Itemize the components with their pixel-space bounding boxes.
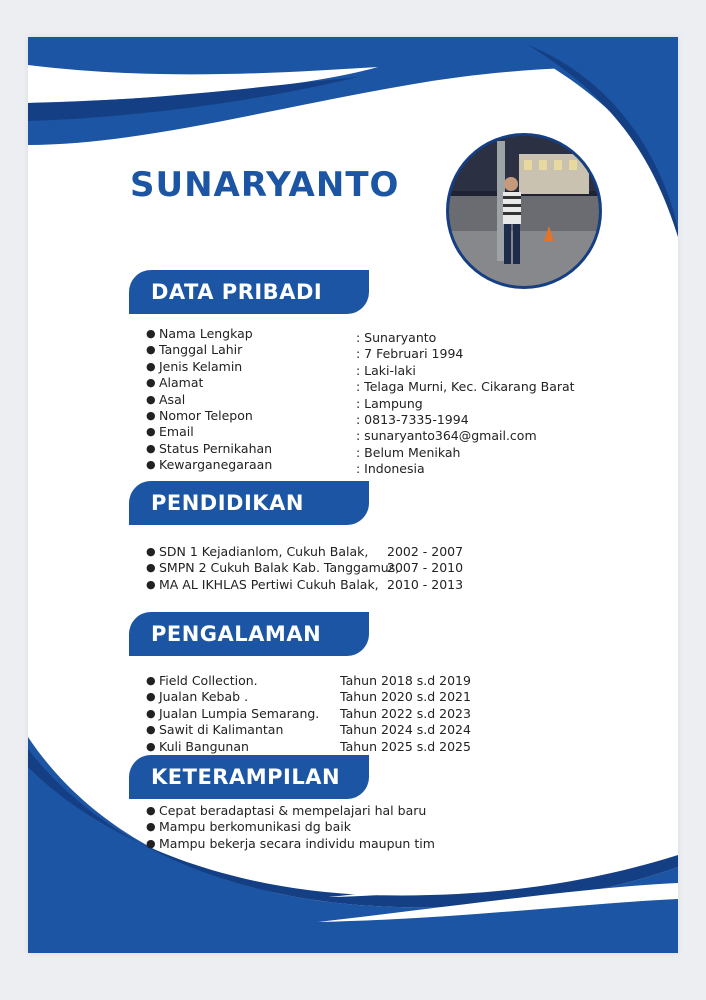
field-label: Jenis Kelamin — [159, 358, 243, 374]
bullet-icon: ● — [146, 820, 156, 834]
field-label: Email — [159, 424, 194, 440]
job-title: Jualan Lumpia Semarang. — [159, 705, 320, 721]
section-header-personal: DATA PRIBADI — [129, 270, 369, 314]
bullet-icon: ● — [146, 804, 156, 817]
list-item — [146, 577, 566, 593]
list-item — [146, 544, 566, 560]
section-header-experience: PENGALAMAN — [129, 612, 369, 656]
skill-text: Cepat beradaptasi & mempelajari hal baru — [159, 803, 427, 818]
school-name: SMPN 2 Cukuh Balak Kab. Tanggamus, — [159, 560, 400, 576]
bullet-icon: ● — [146, 836, 156, 850]
field-label: Kewarganegaraan — [159, 457, 273, 473]
skills-list — [146, 803, 566, 852]
bullet-icon: ● — [146, 690, 156, 704]
school-years: 2010 - 2013 — [387, 576, 464, 592]
personal-data-list — [146, 326, 666, 477]
field-value: : 0813-7335-1994 — [356, 411, 469, 427]
job-period: Tahun 2018 s.d 2019 — [340, 673, 471, 688]
bullet-icon: ● — [146, 392, 156, 406]
field-label: Tanggal Lahir — [159, 342, 243, 358]
school-years: 2007 - 2010 — [387, 560, 464, 576]
job-title: Sawit di Kalimantan — [159, 722, 284, 738]
bullet-icon: ● — [146, 359, 156, 373]
list-item — [146, 424, 666, 444]
list-item — [146, 706, 566, 722]
bullet-icon: ● — [146, 343, 156, 357]
bullet-icon: ● — [146, 376, 156, 390]
list-item — [146, 739, 566, 755]
job-title: Field Collection. — [159, 673, 258, 688]
field-value: : Lampung — [356, 395, 423, 411]
list-item — [146, 326, 666, 345]
experience-list — [146, 673, 566, 755]
list-item — [146, 375, 666, 395]
bullet-icon: ● — [146, 561, 156, 575]
job-period: Tahun 2024 s.d 2024 — [340, 722, 471, 738]
school-name: SDN 1 Kejadianlom, Cukuh Balak, — [159, 544, 369, 559]
job-period: Tahun 2025 s.d 2025 — [340, 738, 471, 754]
bullet-icon: ● — [146, 545, 156, 558]
skill-text: Mampu berkomunikasi dg baik — [159, 819, 351, 835]
bullet-icon: ● — [146, 327, 156, 340]
list-item — [146, 440, 666, 460]
skill-text: Mampu bekerja secara individu maupun tim — [159, 835, 435, 851]
bullet-icon: ● — [146, 723, 156, 737]
list-item — [146, 342, 666, 362]
field-value: : Indonesia — [356, 461, 425, 477]
education-list — [146, 544, 566, 593]
list-item — [146, 722, 566, 738]
candidate-name: SUNARYANTO — [130, 165, 400, 205]
list-item — [146, 407, 666, 427]
field-label: Nomor Telepon — [159, 407, 253, 423]
list-item — [146, 819, 566, 835]
job-title: Kuli Bangunan — [159, 738, 249, 754]
list-item — [146, 803, 566, 819]
list-item — [146, 689, 566, 705]
field-value: : sunaryanto364@gmail.com — [356, 428, 537, 444]
bullet-icon: ● — [146, 441, 156, 455]
list-item — [146, 836, 566, 852]
person-photo-icon — [449, 136, 599, 286]
profile-photo — [446, 133, 602, 289]
field-label: Nama Lengkap — [159, 326, 253, 341]
field-label: Asal — [159, 391, 186, 407]
bullet-icon: ● — [146, 458, 156, 472]
bullet-icon: ● — [146, 408, 156, 422]
list-item — [146, 560, 566, 576]
job-title: Jualan Kebab . — [159, 689, 249, 705]
section-header-education: PENDIDIKAN — [129, 481, 369, 525]
field-label: Alamat — [159, 375, 204, 391]
list-item — [146, 358, 666, 378]
job-period: Tahun 2020 s.d 2021 — [340, 689, 471, 705]
list-item — [146, 391, 666, 411]
bullet-icon: ● — [146, 577, 156, 591]
bullet-icon: ● — [146, 674, 156, 687]
field-value: : Belum Menikah — [356, 444, 461, 460]
field-value: : Laki-laki — [356, 362, 416, 378]
section-header-skills: KETERAMPILAN — [129, 755, 369, 799]
list-item — [146, 457, 666, 477]
bullet-icon: ● — [146, 739, 156, 753]
field-value: : Sunaryanto — [356, 330, 437, 345]
school-years: 2002 - 2007 — [387, 544, 464, 559]
resume-page — [28, 37, 678, 953]
school-name: MA AL IKHLAS Pertiwi Cukuh Balak, — [159, 576, 379, 592]
bullet-icon: ● — [146, 425, 156, 439]
field-value: : Telaga Murni, Kec. Cikarang Barat — [356, 379, 575, 395]
job-period: Tahun 2022 s.d 2023 — [340, 705, 471, 721]
list-item — [146, 673, 566, 689]
field-label: Status Pernikahan — [159, 440, 273, 456]
bullet-icon: ● — [146, 706, 156, 720]
field-value: : 7 Februari 1994 — [356, 346, 464, 362]
